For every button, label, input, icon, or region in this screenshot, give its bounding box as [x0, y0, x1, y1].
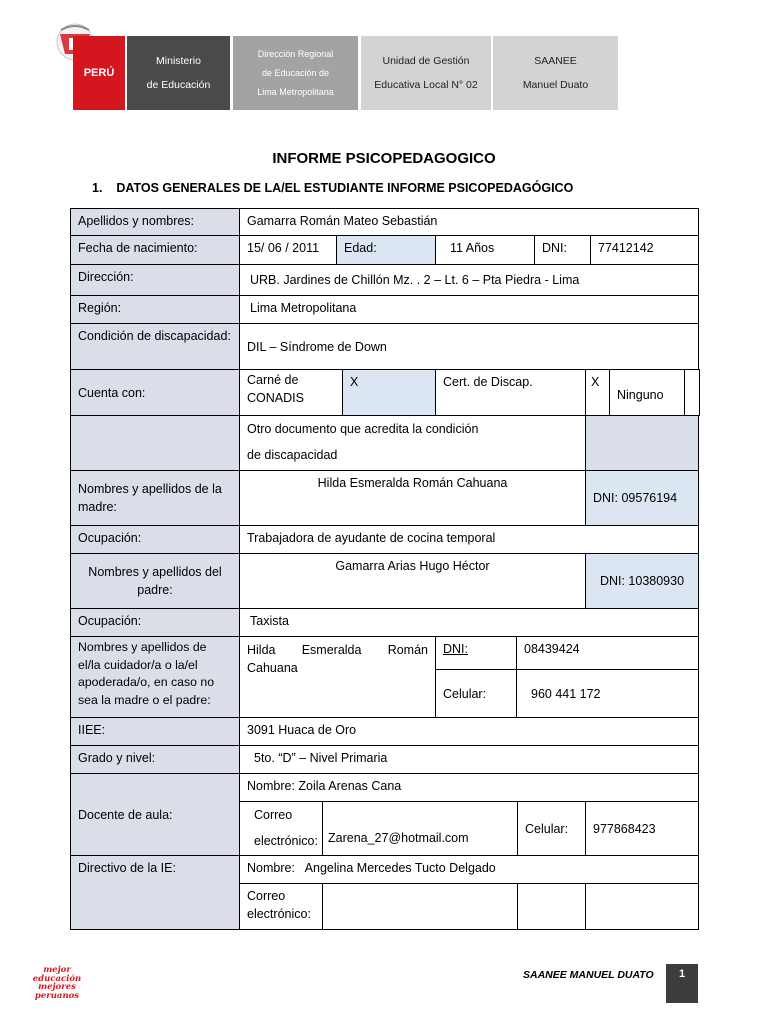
- edad-label: Edad:: [336, 235, 436, 265]
- madre-label: Nombres y apellidos de la madre:: [70, 470, 240, 526]
- iiee-value: 3091 Huaca de Oro: [239, 717, 699, 746]
- apellidos-label: Apellidos y nombres:: [70, 208, 240, 236]
- docente-celular-label: Celular:: [517, 801, 586, 856]
- cuenta-con-label: Cuenta con:: [70, 369, 240, 416]
- peru-badge: PERÚ: [73, 36, 125, 110]
- directivo-celular-value: [585, 883, 699, 930]
- direccion-regional-badge: Dirección Regional de Educación de Lima Metropolitana: [233, 36, 358, 110]
- docente-correo-value: Zarena_27@hotmail.com: [322, 801, 518, 856]
- cuidador-value: Hilda Esmeralda Román Cahuana: [239, 636, 436, 718]
- cuidador-celular-value: 960 441 172: [516, 669, 699, 718]
- directivo-correo-value: [322, 883, 518, 930]
- region-value: Lima Metropolitana: [239, 295, 699, 324]
- directivo-nombre: Nombre: Angelina Mercedes Tucto Delgado: [239, 855, 699, 884]
- iiee-label: IIEE:: [70, 717, 240, 746]
- docente-label: Docente de aula:: [70, 773, 240, 856]
- padre-label: Nombres y apellidos del padre:: [70, 553, 240, 609]
- madre-value: Hilda Esmeralda Román Cahuana: [239, 470, 586, 526]
- footer-org: SAANEE MANUEL DUATO: [523, 969, 654, 981]
- cert-discap-label: Cert. de Discap.: [435, 369, 586, 416]
- cuidador-celular-label: Celular:: [435, 669, 517, 718]
- ninguno-label: Ninguno: [609, 369, 685, 416]
- grado-value: 5to. “D” – Nivel Primaria: [239, 745, 699, 774]
- docente-nombre: Nombre: Zoila Arenas Cana: [239, 773, 699, 802]
- ocupacion-padre-label: Ocupación:: [70, 608, 240, 637]
- saanee-badge: SAANEE Manuel Duato: [493, 36, 618, 110]
- directivo-correo-label: Correo electrónico:: [239, 883, 323, 930]
- grado-label: Grado y nivel:: [70, 745, 240, 774]
- otro-doc-line-1: Otro documento que acredita la condición: [247, 422, 479, 436]
- cert-discap-mark: X: [585, 369, 610, 416]
- region-label: Región:: [70, 295, 240, 324]
- docente-celular-value: 977868423: [585, 801, 699, 856]
- direccion-label: Dirección:: [70, 264, 240, 296]
- carne-conadis-mark: X: [342, 369, 436, 416]
- ocupacion-madre-value: Trabajadora de ayudante de cocina temporal: [239, 525, 699, 554]
- otro-doc-label-cell: [70, 415, 240, 471]
- apellidos-value: Gamarra Román Mateo Sebastián: [239, 208, 699, 236]
- directivo-label: Directivo de la IE:: [70, 855, 240, 930]
- edad-value: 11 Años: [435, 235, 535, 265]
- dni-label: DNI:: [534, 235, 591, 265]
- otro-doc-line-2: de discapacidad: [247, 448, 338, 462]
- dni-value: 77412142: [590, 235, 699, 265]
- madre-dni: DNI: 09576194: [585, 470, 699, 526]
- otro-doc-mark: [585, 415, 699, 471]
- ministerio-badge: Ministerio de Educación: [127, 36, 230, 110]
- ocupacion-madre-label: Ocupación:: [70, 525, 240, 554]
- condicion-label: Condición de discapacidad:: [70, 323, 240, 370]
- padre-dni: DNI: 10380930: [585, 553, 699, 609]
- footer-logo: mejor educación mejores peruanos: [32, 965, 82, 1001]
- ugel-badge: Unidad de Gestión Educativa Local N° 02: [361, 36, 491, 110]
- document-title: INFORME PSICOPEDAGOGICO: [272, 150, 496, 167]
- ninguno-mark: [684, 369, 700, 416]
- directivo-celular-label: [517, 883, 586, 930]
- ocupacion-padre-value: Taxista: [239, 608, 699, 637]
- condicion-value: DIL – Síndrome de Down: [239, 323, 699, 370]
- cuidador-label: Nombres y apellidos de el/la cuidador/a o la/el apoderada/o, en caso no sea la madre o el padre:: [70, 636, 240, 718]
- carne-conadis-label: Carné de CONADIS: [239, 369, 343, 416]
- fecha-label: Fecha de nacimiento:: [70, 235, 240, 265]
- docente-correo-label: Correo electrónico:: [239, 801, 323, 856]
- cuidador-dni-label: DNI:: [435, 636, 517, 670]
- cuidador-dni-value: 08439424: [516, 636, 699, 670]
- page-number: 1: [666, 964, 698, 1003]
- direccion-value: URB. Jardines de Chillón Mz. . 2 – Lt. 6 – Pta Piedra - Lima: [239, 264, 699, 296]
- fecha-value: 15/ 06 / 2011: [239, 235, 337, 265]
- section-heading: 1. DATOS GENERALES DE LA/EL ESTUDIANTE INFORME PSICOPEDAGÓGICO: [92, 181, 574, 195]
- padre-value: Gamarra Arias Hugo Héctor: [239, 553, 586, 609]
- otro-doc-text: [239, 415, 586, 471]
